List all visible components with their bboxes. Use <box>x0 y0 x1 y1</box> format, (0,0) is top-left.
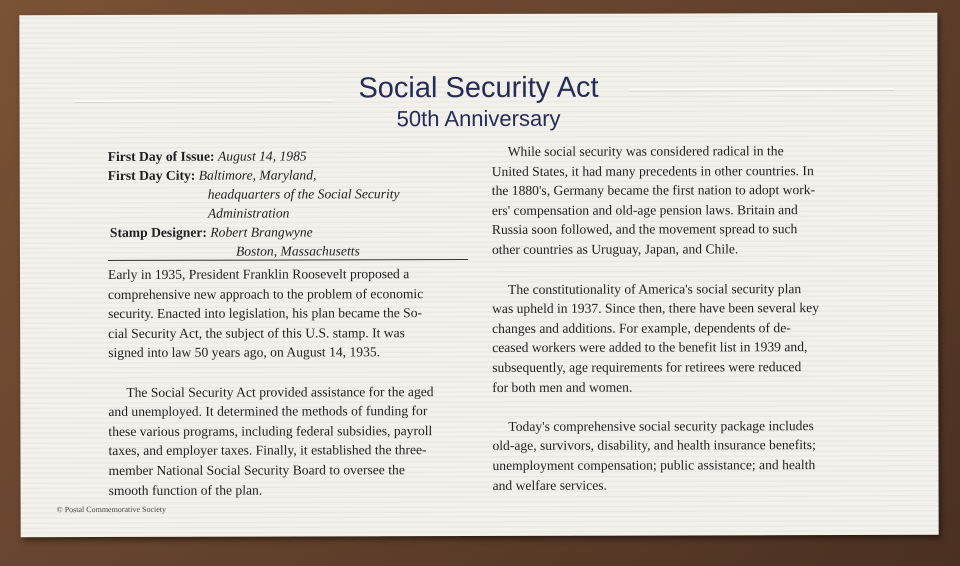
city-line: Administration <box>207 205 290 221</box>
card-title: Social Security Act <box>358 71 599 105</box>
text-line: comprehensive new approach to the problem of economic <box>108 285 424 302</box>
text-line: Russia soon followed, and the movement spread to such <box>491 221 798 238</box>
text-line: the 1880's, Germany became the first nation to adopt work- <box>491 182 816 199</box>
paragraph <box>492 416 819 495</box>
paragraph <box>492 279 819 397</box>
text-line: The constitutionality of America's social security plan <box>508 280 802 297</box>
text-line: The Social Security Act provided assistance for the aged <box>126 383 434 400</box>
text-line: security. Enacted into legislation, his plan became the So- <box>108 305 423 322</box>
text-line: and welfare services. <box>492 477 607 493</box>
text-line: ceased workers were added to the benefit list in 1939 and, <box>492 339 808 356</box>
designer-location: Boston, Massachusetts <box>235 243 360 259</box>
issue-label: First Day of Issue: <box>107 148 215 164</box>
right-column <box>492 141 820 515</box>
text-line: While social security was considered radical in the <box>507 143 784 159</box>
paragraph <box>492 141 819 259</box>
text-line: and unemployed. It determined the methods of funding for <box>108 403 428 420</box>
commemorative-card <box>19 13 938 537</box>
text-line: taxes, and employer taxes. Finally, it established the three- <box>108 442 427 459</box>
text-line: cial Security Act, the subject of this U.S. stamp. It was <box>108 324 405 341</box>
divider <box>108 259 468 261</box>
card-subtitle: 50th Anniversary <box>396 105 561 132</box>
city-label: First Day City: <box>107 167 196 183</box>
text-line: changes and additions. For example, dependents of de- <box>492 319 791 336</box>
text-line: for both men and women. <box>492 379 633 395</box>
text-line: these various programs, including federal subsidies, payroll <box>108 422 433 439</box>
text-line: other countries as Uruguay, Japan, and Chile. <box>491 241 739 257</box>
text-line: member National Social Security Board to oversee the <box>108 462 405 478</box>
paragraph <box>108 382 434 500</box>
left-column <box>108 264 434 520</box>
text-line: unemployment compensation; public assistance; and health <box>492 457 816 473</box>
text-line: ers' compensation and old-age pension laws. Britain and <box>491 201 798 218</box>
city-line: headquarters of the Social Security <box>207 186 400 202</box>
text-line: was upheld in 1937. Since then, there have been several key <box>492 300 820 317</box>
city-line: Baltimore, Maryland, <box>198 167 317 183</box>
text-line: Early in 1935, President Franklin Roosevelt proposed a <box>107 266 410 282</box>
text-line: signed into law 50 years ago, on August 14, 1935. <box>108 344 381 361</box>
text-line: Today's comprehensive social security package includes <box>508 417 814 434</box>
text-line: subsequently, age requirements for retirees were reduced <box>492 359 802 375</box>
issue-date: August 14, 1985 <box>217 148 307 164</box>
copyright-notice: © Postal Commemorative Society <box>56 504 167 515</box>
designer-label: Stamp Designer: <box>109 224 207 240</box>
text-line: smooth function of the plan. <box>108 482 263 498</box>
text-line: old-age, survivors, disability, and health insurance benefits; <box>492 437 816 454</box>
designer-name: Robert Brangwyne <box>210 224 313 240</box>
text-line: United States, it had many precedents in other countries. In <box>491 162 814 179</box>
paragraph <box>108 264 434 363</box>
